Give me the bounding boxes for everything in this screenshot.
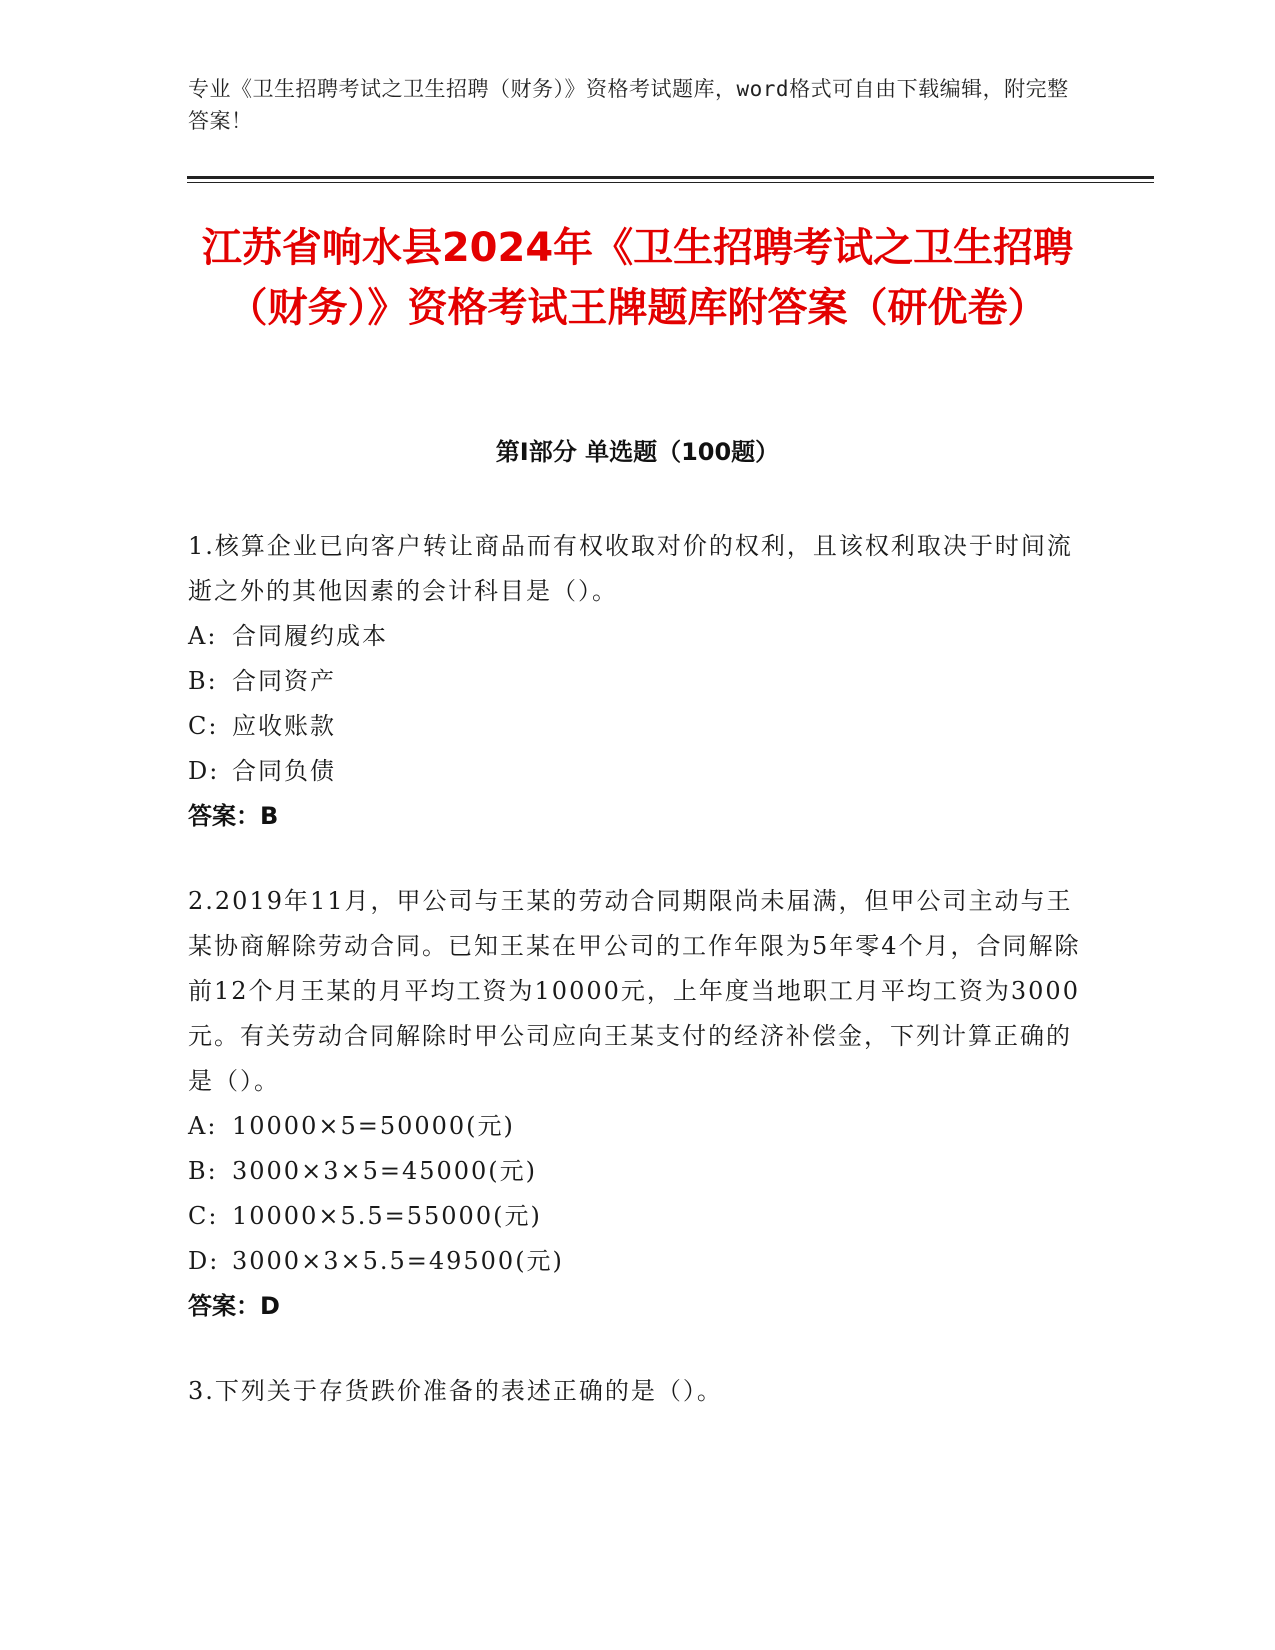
option-c [188, 1194, 1088, 1239]
option-a [188, 614, 1088, 659]
option-key: D: [188, 757, 220, 785]
question-stem: 3.下列关于存货跌价准备的表述正确的是（）。 [188, 1377, 723, 1405]
option-a [188, 1104, 1088, 1149]
option-key: C: [188, 1202, 219, 1230]
option-text: 合同负债 [232, 757, 336, 785]
question-stem: 1.核算企业已向客户转让商品而有权收取对价的权利，且该权利取决于时间流逝之外的其他因素的会计科目是（）。 [188, 532, 1073, 605]
option-text: 3000×3×5.5=49500(元) [232, 1247, 564, 1275]
option-b [188, 659, 1088, 704]
answer-label: 答案：D [188, 1292, 280, 1320]
header-divider-thick [187, 176, 1154, 179]
option-key: B: [188, 1157, 218, 1185]
option-text: 合同履约成本 [232, 622, 388, 650]
option-text: 10000×5.5=55000(元) [232, 1202, 542, 1230]
option-key: D: [188, 1247, 220, 1275]
header-note: 专业《卫生招聘考试之卫生招聘（财务）》资格考试题库，word格式可自由下载编辑，附完整答案！ [188, 77, 1069, 133]
question-1 [188, 524, 1088, 839]
answer-label: 答案：B [188, 802, 279, 830]
option-b [188, 1149, 1088, 1194]
option-text: 3000×3×5=45000(元) [232, 1157, 538, 1185]
option-text: 合同资产 [232, 667, 336, 695]
option-text: 应收账款 [232, 712, 336, 740]
option-key: A: [188, 622, 218, 650]
option-key: B: [188, 667, 218, 695]
document-title: 江苏省响水县2024年《卫生招聘考试之卫生招聘（财务）》资格考试王牌题库附答案（研优卷） [201, 225, 1074, 331]
section-heading: 第Ⅰ部分 单选题（100题） [495, 438, 780, 466]
option-d [188, 749, 1088, 794]
option-key: C: [188, 712, 219, 740]
option-key: A: [188, 1112, 218, 1140]
option-d [188, 1239, 1088, 1284]
question-stem: 2.2019年11月，甲公司与王某的劳动合同期限尚未届满，但甲公司主动与王某协商解除劳动合同。已知王某在甲公司的工作年限为5年零4个月，合同解除前12个月王某的月平均工资为10000元，上年度当地职工月平均工资为3000元。有关劳动合同解除时甲公司应向王某支付的经济补偿金，下列计算正确的是（）。 [188, 887, 1081, 1095]
question-3 [188, 1369, 1088, 1414]
question-list [188, 524, 1088, 1454]
header-divider-thin [187, 182, 1154, 183]
option-text: 10000×5=50000(元) [232, 1112, 515, 1140]
option-c [188, 704, 1088, 749]
question-2 [188, 879, 1088, 1329]
